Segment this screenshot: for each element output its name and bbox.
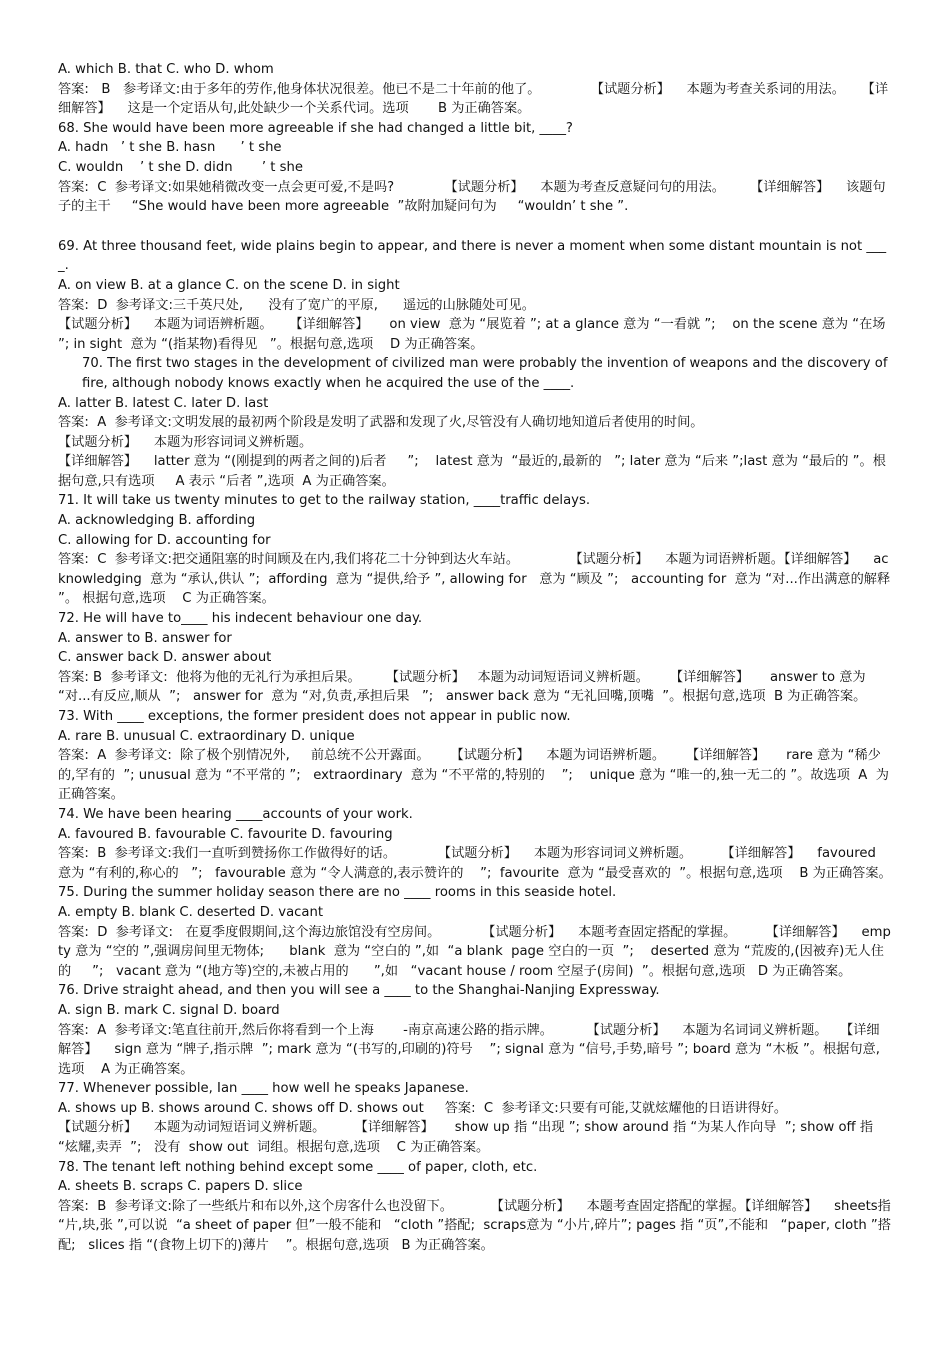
answer-explanation: 答案: D 参考译文: 在夏季度假期间,这个海边旅馆没有空房间。 【试题分析】 本题考查固定搭配的掌握。 【详细解答】 empty 意为 “空的 ”,强调房间里无物体; blank 意为 “空白的 ”,如 “a blank page 空白的一页 ”; deserted 意为 “荒废的,(因被弃)无人住的 ”; vacant 意为 “(地方等)空的,未被占用的 ”,如 “vacant house / room 空屋子(房间) ”。根据句意,选项 D 为正确答案。 — [58, 924, 891, 979]
question-text: 75. During the summer holiday season there are no ____ rooms in this seaside hotel. — [58, 885, 617, 901]
question-text: 73. With ____ exceptions, the former president does not appear in public now. — [58, 709, 571, 724]
answer-options: C. allowing for D. accounting for — [58, 532, 271, 548]
question-text: 77. Whenever possible, Ian ____ how well he speaks Japanese. — [58, 1081, 469, 1097]
answer-options: A. answer to B. answer for — [58, 630, 232, 646]
answer-explanation: 答案: D 参考译文:三千英尺处, 没有了宽广的平原, 遥远的山脉随处可见。 — [58, 297, 535, 313]
answer-options: A. sheets B. scraps C. papers D. slice — [58, 1179, 303, 1195]
answer-explanation: 答案: C 参考译文:如果她稍微改变一点会更可爱,不是吗? 【试题分析】 本题为考查反意疑问句的用法。 【详细解答】 该题句子的主干 “She would have been more agreeable ”故附加疑问句为 “wouldn’ t she ”. — [58, 179, 886, 215]
question-text: 71. It will take us twenty minutes to get to the railway station, ____traffic delays. — [58, 493, 591, 509]
blank-line — [58, 217, 892, 237]
question-text: 74. We have been hearing ____accounts of your work. — [58, 806, 413, 822]
answer-options: A. sign B. mark C. signal D. board — [58, 1002, 280, 1018]
question-text: 68. She would have been more agreeable if she had changed a little bit, ____? — [58, 120, 573, 136]
answer-explanation: 答案: A 参考译文: 除了极个别情况外, 前总统不公开露面。 【试题分析】 本题为词语辨析题。 【详细解答】 rare 意为 “稀少的,罕有的 ”; unusual 意为 “不平常的 ”; extraordinary 意为 “不平常的,特别的 ”; unique 意为 “唯一的,独一无二的 ”。故选项 A 为正确答案。 — [58, 748, 889, 803]
question-text: 78. The tenant left nothing behind except some ____ of paper, cloth, etc. — [58, 1159, 538, 1175]
answer-explanation: 【试题分析】 本题为词语辨析题。 【详细解答】 on view 意为 “展览着 ”; at a glance 意为 “一看就 ”; on the scene 意为 “在场 ”; in sight 意为 “(指某物)看得见 ”。根据句意,选项 D 为正确答案。 — [58, 317, 890, 352]
answer-explanation: 答案: A 参考译文:笔直往前开,然后你将看到一个上海 -南京高速公路的指示牌。 【试题分析】 本题为名词词义辨析题。 【详细解答】 sign 意为 “牌子,指示牌 ”; mark 意为 “(书写的,印刷的)符号 ”; signal 意为 “信号,手势,暗号 ”; board 意为 “木板 ”。根据句意,选项 A 为正确答案。 — [58, 1022, 880, 1077]
answer-options: A. which B. that C. who D. whom — [58, 62, 274, 77]
answer-explanation: 答案: A 参考译文:文明发展的最初两个阶段是发明了武器和发现了火,尽管没有人确切地知道后者使用的时间。 — [58, 415, 704, 431]
answer-explanation: 答案: B 参考译文:我们一直听到赞扬你工作做得好的话。 【试题分析】 本题为形容词词义辨析题。 【详细解答】 favoured 意为 “有利的,称心的 ”; favourable 意为 “令人满意的,表示赞许的 ”; favourite 意为 “最受喜欢的 ”。根据句意,选项 B 为正确答案。 — [58, 846, 892, 881]
answer-explanation: 【试题分析】 本题为形容词词义辨析题。 — [58, 434, 313, 450]
answer-options: A. latter B. latest C. later D. last — [58, 395, 269, 411]
answer-options: A. shows up B. shows around C. shows off D. shows out 答案: C 参考译文:只要有可能,艾就炫耀他的日语讲得好。 — [58, 1100, 788, 1116]
answer-options: C. wouldn ’ t she D. didn ’ t she — [58, 159, 303, 175]
answer-options: C. answer back D. answer about — [58, 650, 272, 666]
answer-explanation: 答案: B 参考译文: 他将为他的无礼行为承担后果。 【试题分析】 本题为动词短语词义辨析题。 【详细解答】 answer to 意为 “对...有反应,顺从 ”; answer for 意为 “对,负责,承担后果 ”; answer back 意为 “无礼回嘴,顶嘴 ”。根据句意,选项 B 为正确答案。 — [58, 669, 870, 705]
question-text: 72. He will have to____ his indecent behaviour one day. — [58, 611, 423, 627]
answer-options: A. rare B. unusual C. extraordinary D. unique — [58, 728, 355, 744]
question-text: 69. At three thousand feet, wide plains begin to appear, and there is never a moment when some distant mountain is not ____. — [58, 238, 887, 274]
answer-options: A. on view B. at a glance C. on the scene D. in sight — [58, 277, 400, 293]
answer-explanation: 答案: B 参考译文:由于多年的劳作,他身体状况很差。他已不是二十年前的他了。 【试题分析】 本题为考查关系词的用法。 【详细解答】 这是一个定语从句,此处缺少一个关系代词。选项 B 为正确答案。 — [58, 81, 889, 117]
question-text: 76. Drive straight ahead, and then you will see a ____ to the Shanghai-Nanjing Expressway. — [58, 983, 660, 999]
answer-explanation: 答案: B 参考译文:除了一些纸片和布以外,这个房客什么也没留下。 【试题分析】 本题考查固定搭配的掌握。【详细解答】 sheets指 “片,块,张 ”,可以说 “a sheet of paper 但”一般不能和 “cloth ”搭配; scraps意为 “小片,碎片”; pages 指 “页”,不能和 “paper, cloth ”搭配; slices 指 “(食物上切下的)薄片 ”。根据句意,选项 B 为正确答案。 — [58, 1198, 896, 1254]
question-text: 70. The first two stages in the development of civilized man were probably the invention of weapons and the discovery of fire, although nobody knows exactly when he acquired the use of the ____. — [82, 356, 892, 391]
answer-options: A. empty B. blank C. deserted D. vacant — [58, 904, 324, 920]
answer-explanation: 【试题分析】 本题为动词短语词义辨析题。 【详细解答】 show up 指 “出现 ”; show around 指 “为某人作向导 ”; show off 指 “炫耀,卖弄 ”; 没有 show out 词组。根据句意,选项 C 为正确答案。 — [58, 1120, 878, 1156]
document-page — [58, 60, 903, 1256]
answer-options: A. acknowledging B. affording — [58, 513, 256, 529]
answer-explanation: 【详细解答】 latter 意为 “(刚提到的两者之间的)后者 ”; latest 意为 “最近的,最新的 ”; later 意为 “后来 ”;last 意为 “最后的 ”。根据句意,只有选项 A 表示 “后者 ”,选项 A 为正确答案。 — [58, 454, 886, 489]
answer-explanation: 答案: C 参考译文:把交通阻塞的时间顾及在内,我们将花二十分钟到达火车站。 【试题分析】 本题为词语辨析题。【详细解答】 acknowledging 意为 “承认,供认 ”; affording 意为 “提供,给予 ”, allowing for 意为 “顾及 ”; accounting for 意为 “对...作出满意的解释 ”。 根据句意,选项 C 为正确答案。 — [58, 552, 903, 607]
answer-options: A. hadn ’ t she B. hasn ’ t she — [58, 140, 282, 156]
answer-options: A. favoured B. favourable C. favourite D. favouring — [58, 826, 393, 842]
